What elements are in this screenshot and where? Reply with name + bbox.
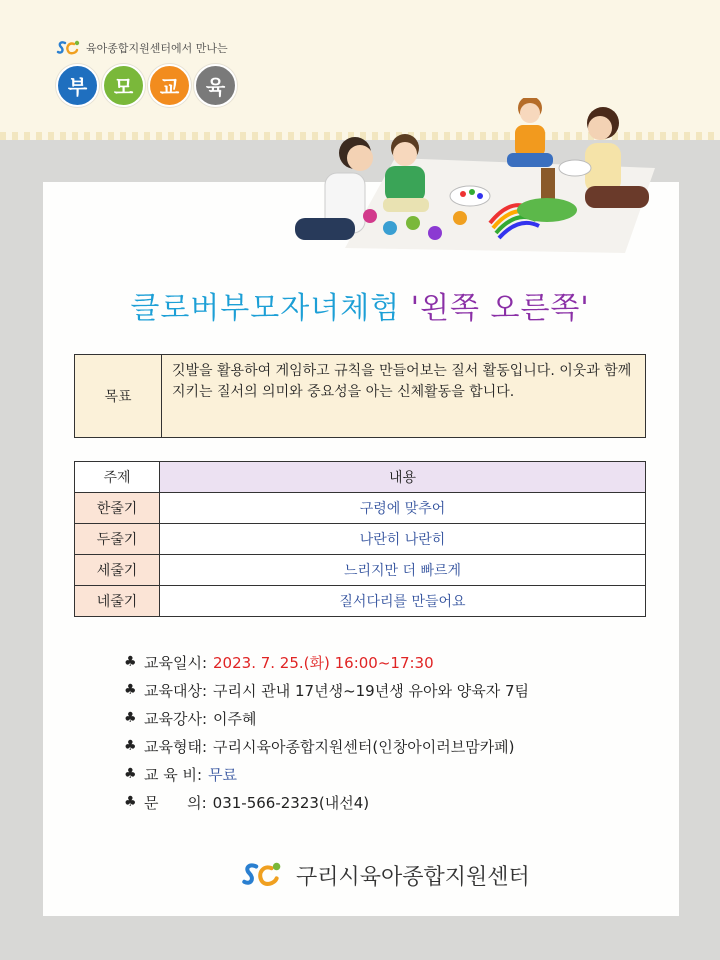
- footer-org-name: 구리시육아종합지원센터: [296, 864, 530, 890]
- family-painting-illustration: [285, 98, 665, 258]
- table-row: [75, 493, 646, 524]
- badge-gyo: 교: [148, 64, 191, 107]
- parent-education-badges: [56, 64, 237, 107]
- header-topic: 주제: [75, 462, 160, 493]
- badge-yuk: 육: [194, 64, 237, 107]
- info-row-datetime: [124, 648, 529, 676]
- center-logo-icon: [236, 858, 290, 892]
- info-value: 이주혜: [213, 709, 257, 728]
- info-value: 무료: [208, 765, 238, 784]
- footer: [236, 858, 530, 892]
- info-key: 문 의:: [144, 793, 207, 812]
- row-topic: 두줄기: [75, 524, 160, 555]
- brand-line: [56, 38, 237, 58]
- club-icon: ♣: [124, 682, 137, 698]
- club-icon: ♣: [124, 710, 137, 726]
- badge-mo: 모: [102, 64, 145, 107]
- info-value: 구리시육아종합지원센터(인창아이러브맘카페): [213, 737, 515, 756]
- header-tagline: 육아종합지원센터에서 만나는: [86, 42, 228, 55]
- row-content: 구령에 맞추어: [160, 493, 646, 524]
- page-title: [0, 283, 720, 327]
- info-value: 2023. 7. 25.(화) 16:00~17:30: [213, 653, 434, 672]
- title-sub: '왼쪽 오른쪽': [410, 291, 590, 326]
- header-content: 내용: [160, 462, 646, 493]
- row-topic: 세줄기: [75, 555, 160, 586]
- row-topic: 네줄기: [75, 586, 160, 617]
- row-content: 느리지만 더 빠르게: [160, 555, 646, 586]
- table-row: [75, 555, 646, 586]
- table-row: [75, 586, 646, 617]
- content-table: [74, 461, 646, 617]
- header-brand: [56, 38, 237, 107]
- club-icon: ♣: [124, 766, 137, 782]
- info-value: 구리시 관내 17년생~19년생 유아와 양육자 7팀: [213, 681, 529, 700]
- info-key: 교 육 비:: [144, 765, 203, 784]
- club-icon: ♣: [124, 738, 137, 754]
- row-topic: 한줄기: [75, 493, 160, 524]
- info-row-format: [124, 732, 529, 760]
- badge-bu: 부: [56, 64, 99, 107]
- club-icon: ♣: [124, 794, 137, 810]
- title-main: 클로버부모자녀체험: [130, 291, 401, 326]
- club-icon: ♣: [124, 654, 137, 670]
- info-row-target: [124, 676, 529, 704]
- info-key: 교육대상:: [144, 681, 208, 700]
- row-content: 나란히 나란히: [160, 524, 646, 555]
- goal-label: 목표: [75, 355, 162, 437]
- goal-text: 깃발을 활용하여 게임하고 규칙을 만들어보는 질서 활동입니다. 이웃과 함께 지키는 질서의 의미와 중요성을 아는 신체활동을 합니다.: [172, 363, 632, 400]
- row-content: 질서다리를 만들어요: [160, 586, 646, 617]
- info-row-fee: [124, 760, 529, 788]
- info-key: 교육일시:: [144, 653, 208, 672]
- info-list: [124, 648, 529, 816]
- goal-table: [74, 354, 646, 438]
- info-row-instructor: [124, 704, 529, 732]
- info-row-contact: [124, 788, 529, 816]
- info-key: 교육강사:: [144, 709, 208, 728]
- info-key: 교육형태:: [144, 737, 208, 756]
- info-value: 031-566-2323(내선4): [212, 793, 370, 812]
- center-logo-icon: [56, 38, 82, 58]
- table-header-row: [75, 462, 646, 493]
- table-row: [75, 524, 646, 555]
